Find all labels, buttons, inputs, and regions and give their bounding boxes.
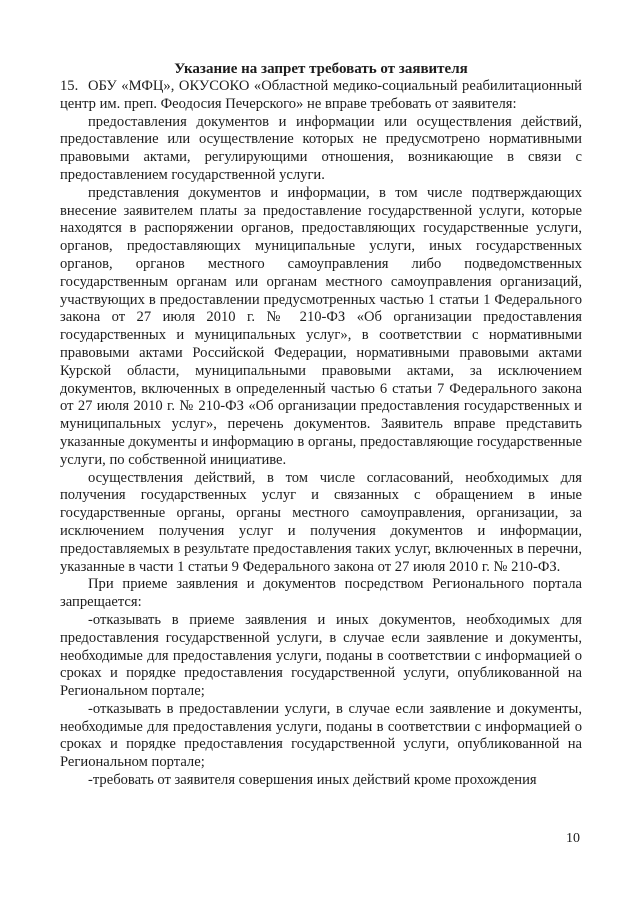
paragraph-approvals: осуществления действий, в том числе согласований, необходимых для получения государственных услуг и связанных с обращением в иные государственные органы, органы местного самоуправления, организации, за исключением получения услуг и получения документов и информации, предоставляемых в результате предоставления таких услуг, включенных в перечни, указанные в части 1 статьи 9 Федерального закона от 27 июля 2010 г. № 210-ФЗ.	[60, 469, 582, 575]
page-number: 10	[566, 831, 580, 846]
clause-number: 15.	[60, 78, 79, 94]
list-item-require-actions: -требовать от заявителя совершения иных действий кроме прохождения	[88, 772, 537, 789]
intro-text: ОБУ «МФЦ», ОКУСОКО «Областной медико-социальный реабилитационный центр им. преп. Феодосия Печерского» не вправе требовать от заявителя:	[60, 78, 582, 112]
section-title: Указание на запрет требовать от заявителя	[174, 61, 468, 77]
intro-paragraph	[60, 78, 582, 114]
list-item-refuse-service: -отказывать в предоставлении услуги, в случае если заявление и документы, необходимые для предоставления услуги, поданы в соответствии с информацией о сроках и порядке предоставления государственной услуги, опубликованной на Региональном портале;	[60, 700, 582, 771]
paragraph-documents-held-by-agencies: представления документов и информации, в том числе подтверждающих внесение заявителем платы за предоставление государственной услуги, которые находятся в распоряжении органов, предоставляющих государственные услуги, органов, предоставляющих муниципальные услуги, иных государственных органов, органов местного самоуправления либо подведомственных государственным органам или органам местного самоуправления организаций, участвующих в предоставлении предусмотренных частью 1 статьи 1 Федерального закона от 27 июля 2010 г. № 210-ФЗ «Об организации предоставления государственных и муниципальных услуг», в соответствии с нормативными правовыми актами Российской Федерации, нормативными правовыми актами Курской области, муниципальными правовыми актами, за исключением документов, включенных в определенный частью 6 статьи 7 Федерального закона от 27 июля 2010 г. № 210-ФЗ «Об организации предоставления государственных и муниципальных услуг», перечень документов. Заявитель вправе представить указанные документы и информацию в органы, предоставляющие государственные услуги, по собственной инициативе.	[60, 184, 582, 468]
paragraph-portal-prohibitions: При приеме заявления и документов посредством Регионального портала запрещается:	[60, 576, 582, 611]
document-page	[60, 58, 582, 790]
paragraph-documents-not-required: предоставления документов и информации или осуществления действий, предоставление или осуществление которых не предусмотрено нормативными правовыми актами, регулирующими отношения, возникающие в связи с предоставлением государственной услуги.	[60, 113, 582, 183]
list-item-refuse-acceptance: -отказывать в приеме заявления и иных документов, необходимых для предоставления государственной услуги, в случае если заявление и документы, необходимые для предоставления услуги, поданы в соответствии с информацией о сроках и порядке предоставления государственной услуги, опубликованной на Региональном портале;	[60, 611, 582, 700]
